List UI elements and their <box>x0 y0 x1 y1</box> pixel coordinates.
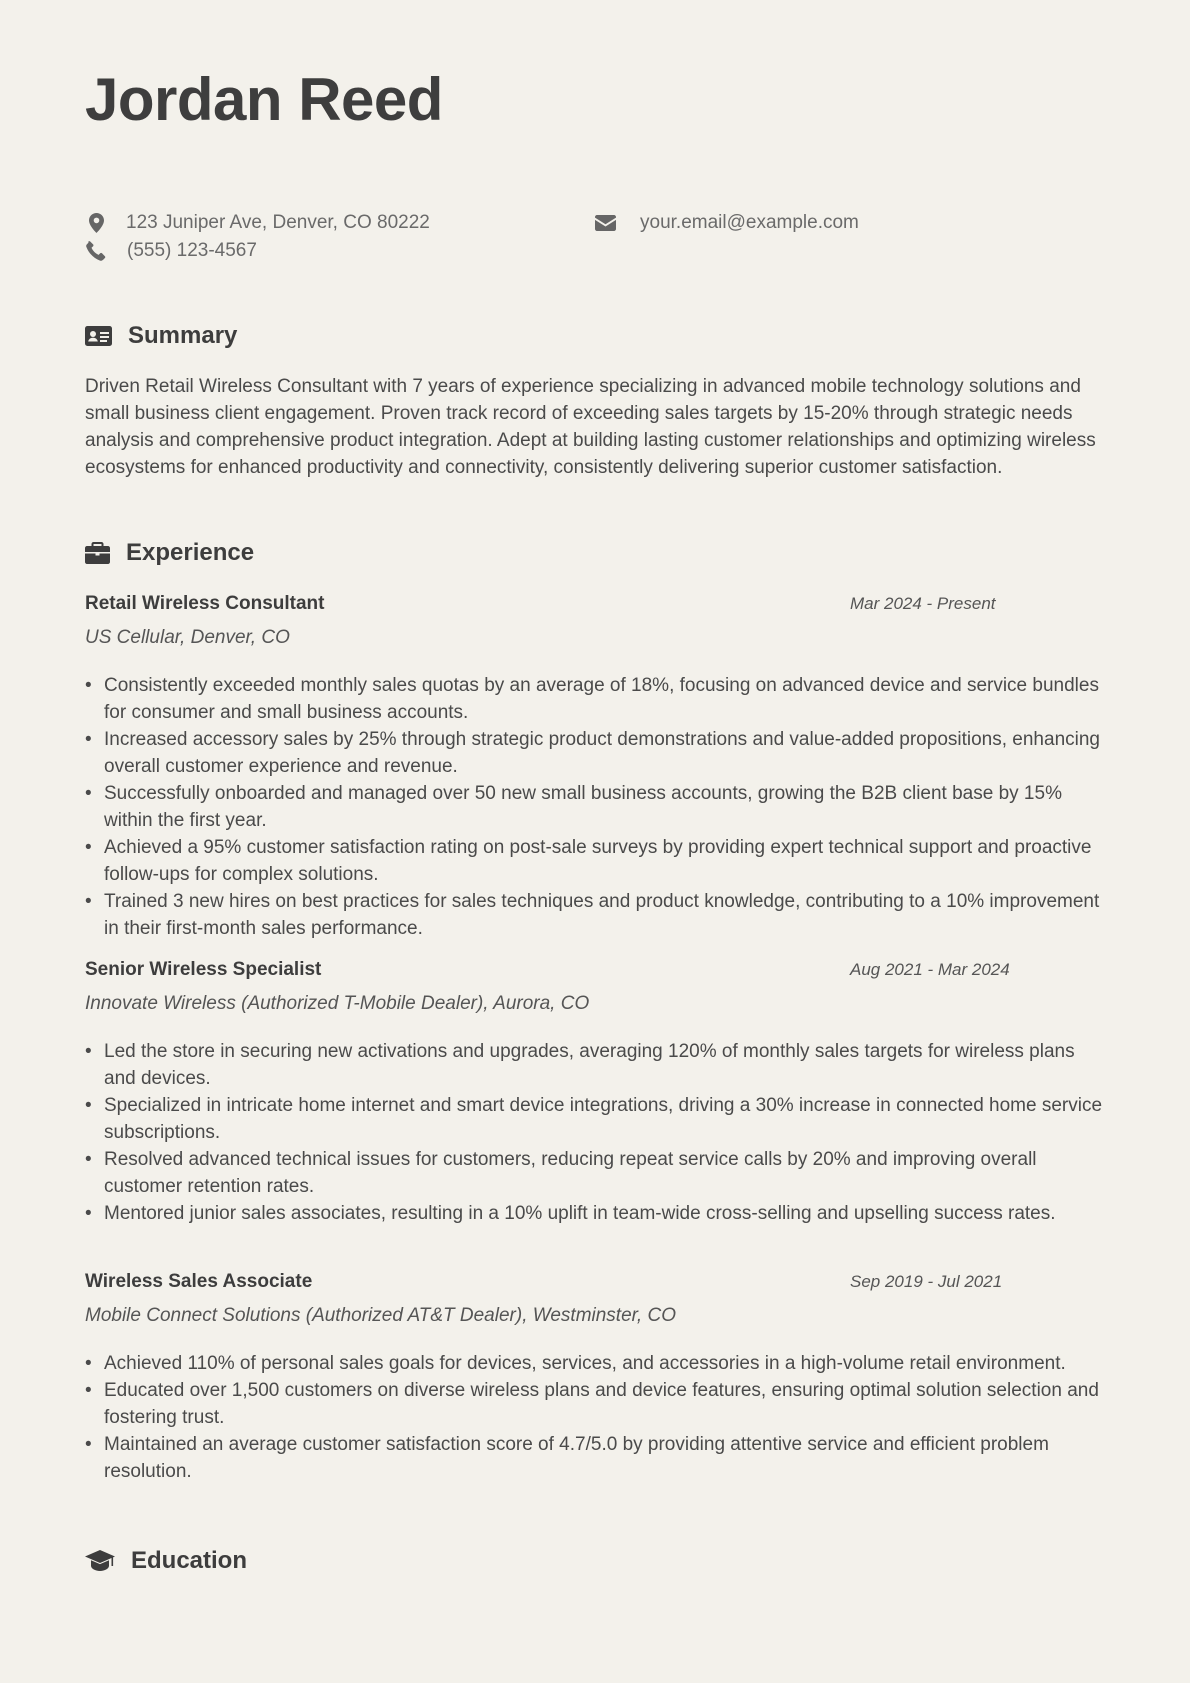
job-company: Mobile Connect Solutions (Authorized AT&T Dealer), Westminster, CO <box>85 1305 676 1326</box>
job-bullets <box>85 1350 1110 1485</box>
phone-text: (555) 123-4567 <box>127 240 257 261</box>
job-title: Retail Wireless Consultant <box>85 593 325 614</box>
phone-icon <box>85 240 107 262</box>
experience-title: Experience <box>126 539 255 566</box>
job-bullet: • Resolved advanced technical issues for customers, reducing repeat service calls by 20% and improving overall customer retention rates. <box>85 1146 1110 1200</box>
job-title: Wireless Sales Associate <box>85 1271 313 1292</box>
job-bullet: • Educated over 1,500 customers on diverse wireless plans and device features, ensuring optimal solution selection and fostering trust. <box>85 1377 1110 1431</box>
job-dates: Sep 2019 - Jul 2021 <box>850 1272 1003 1291</box>
email-text: your.email@example.com <box>640 212 859 233</box>
education-heading <box>85 1549 247 1573</box>
contact-phone <box>85 240 257 262</box>
job-company: US Cellular, Denver, CO <box>85 627 290 648</box>
job-company: Innovate Wireless (Authorized T-Mobile Dealer), Aurora, CO <box>85 993 590 1014</box>
briefcase-icon <box>85 542 110 564</box>
job-bullets <box>85 1038 1110 1227</box>
job-bullet: • Led the store in securing new activations and upgrades, averaging 120% of monthly sales targets for wireless plans and devices. <box>85 1038 1110 1092</box>
job-bullet: • Achieved 110% of personal sales goals for devices, services, and accessories in a high-volume retail environment. <box>85 1350 1110 1377</box>
summary-text: Driven Retail Wireless Consultant with 7 years of experience specializing in advanced mobile technology solutions and small business client engagement. Proven track record of exceeding sales targets by 15-20% through strategic needs analysis and comprehensive product integration. Adept at building lasting customer relationships and optimizing wireless ecosystems for enhanced productivity and connectivity, consistently delivering superior customer satisfaction. <box>85 376 1096 478</box>
education-title: Education <box>131 1547 248 1574</box>
experience-heading <box>85 541 254 565</box>
contact-address <box>85 212 430 234</box>
job-bullet: • Trained 3 new hires on best practices for sales techniques and product knowledge, contributing to a 10% improvement in their first-month sales performance. <box>85 888 1110 942</box>
job-bullets <box>85 672 1110 942</box>
job-bullet: • Specialized in intricate home internet and smart device integrations, driving a 30% increase in connected home service subscriptions. <box>85 1092 1110 1146</box>
id-card-icon <box>85 326 112 346</box>
summary-title: Summary <box>128 322 238 349</box>
contact-email <box>594 212 859 234</box>
job-bullet: • Maintained an average customer satisfaction score of 4.7/5.0 by providing attentive service and efficient problem resolution. <box>85 1431 1110 1485</box>
job-bullet: • Increased accessory sales by 25% through strategic product demonstrations and value-added propositions, enhancing overall customer experience and revenue. <box>85 726 1110 780</box>
job-bullet: • Consistently exceeded monthly sales quotas by an average of 18%, focusing on advanced device and service bundles for consumer and small business accounts. <box>85 672 1110 726</box>
candidate-name: Jordan Reed <box>85 66 443 133</box>
job-bullet: • Achieved a 95% customer satisfaction rating on post-sale surveys by providing expert technical support and proactive follow-ups for complex solutions. <box>85 834 1110 888</box>
job-bullet: • Mentored junior sales associates, resulting in a 10% uplift in team-wide cross-selling and upselling success rates. <box>85 1200 1110 1227</box>
map-marker-icon <box>85 212 107 234</box>
job-bullet: • Successfully onboarded and managed over 50 new small business accounts, growing the B2B client base by 15% within the first year. <box>85 780 1110 834</box>
envelope-icon <box>594 212 616 234</box>
address-text: 123 Juniper Ave, Denver, CO 80222 <box>126 212 430 233</box>
graduation-cap-icon <box>85 1550 115 1572</box>
summary-heading <box>85 324 237 348</box>
job-dates: Mar 2024 - Present <box>850 594 996 613</box>
job-title: Senior Wireless Specialist <box>85 959 322 980</box>
job-dates: Aug 2021 - Mar 2024 <box>850 960 1010 979</box>
